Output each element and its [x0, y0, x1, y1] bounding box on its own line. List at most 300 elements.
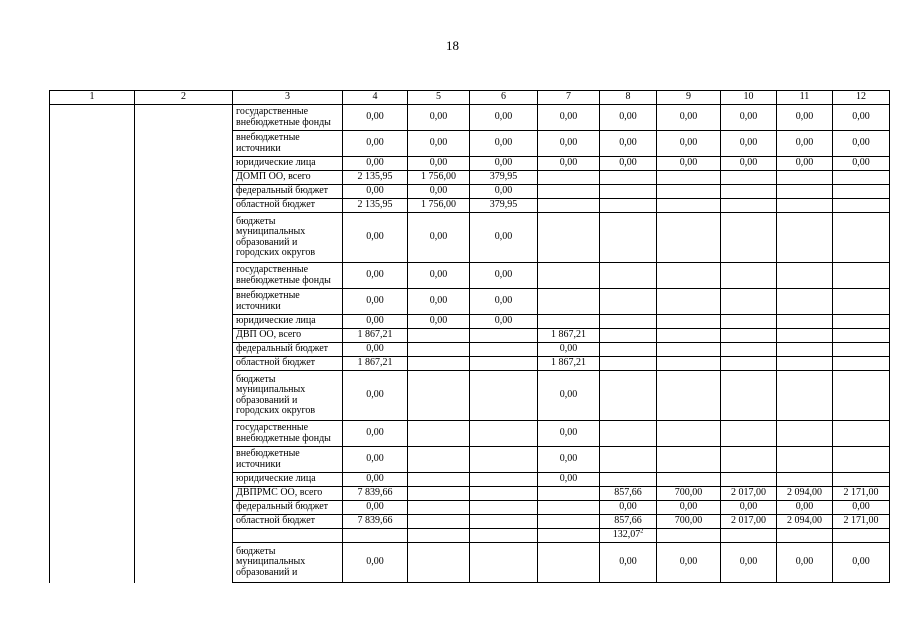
value-cell — [600, 157, 657, 171]
source-name-cell: федеральный бюджет — [233, 185, 343, 199]
value-cell — [721, 487, 777, 501]
cell-value: 0,00 — [366, 389, 384, 401]
value-cell — [600, 199, 657, 213]
value-cell — [470, 329, 538, 343]
value-cell — [538, 263, 600, 289]
value-cell — [657, 421, 721, 447]
value-cell — [538, 157, 600, 171]
value-cell — [657, 515, 721, 529]
value-cell — [343, 529, 408, 543]
value-cell — [833, 501, 890, 515]
value-cell — [721, 329, 777, 343]
value-cell — [777, 263, 833, 289]
value-cell — [657, 213, 721, 263]
source-name-cell: бюджеты муниципальных образований и городских округов — [233, 371, 343, 421]
value-cell — [721, 421, 777, 447]
value-cell — [408, 487, 470, 501]
cell-value: 2 135,95 — [357, 199, 393, 211]
column-header: 3 — [233, 91, 343, 105]
cell-value: 0,00 — [619, 556, 637, 568]
cell-value: 0,00 — [429, 315, 448, 327]
cell-value: 0,00 — [366, 231, 384, 243]
cell-value: 0,00 — [366, 473, 384, 485]
value-cell — [777, 421, 833, 447]
value-cell — [538, 329, 600, 343]
cell-value: 0,00 — [429, 269, 448, 281]
cell-value: 1 756,00 — [421, 199, 456, 211]
cell-value: 2 017,00 — [731, 515, 766, 527]
value-cell — [408, 447, 470, 473]
value-cell — [600, 131, 657, 157]
value-cell — [833, 357, 890, 371]
source-name-cell: ДВПРМС ОО, всего — [233, 487, 343, 501]
value-cell — [470, 473, 538, 487]
cell-value: 0,00 — [559, 473, 578, 485]
value-cell — [470, 371, 538, 421]
cell-value: 0,00 — [559, 111, 578, 123]
cell-value: 0,00 — [366, 295, 384, 307]
cell-value: 0,00 — [559, 389, 578, 401]
value-cell — [343, 357, 408, 371]
cell-value: 857,66 — [614, 515, 642, 527]
value-cell — [777, 529, 833, 543]
value-cell — [538, 371, 600, 421]
cell-value: 0,00 — [795, 157, 814, 169]
value-cell — [833, 213, 890, 263]
value-cell — [721, 515, 777, 529]
value-cell — [343, 213, 408, 263]
source-name-cell — [233, 529, 343, 543]
value-cell — [600, 357, 657, 371]
value-cell — [657, 289, 721, 315]
source-name-cell: юридические лица — [233, 315, 343, 329]
cell-value: 700,00 — [674, 515, 703, 527]
cell-value: 0,00 — [494, 315, 513, 327]
column-header: 12 — [833, 91, 890, 105]
cell-value: 1 867,21 — [357, 357, 393, 369]
cell-value: 0,00 — [679, 556, 698, 568]
value-cell — [657, 185, 721, 199]
value-cell — [470, 263, 538, 289]
value-cell — [538, 289, 600, 315]
value-cell — [470, 501, 538, 515]
value-cell — [470, 157, 538, 171]
value-cell — [343, 329, 408, 343]
cell-value: 0,00 — [494, 111, 513, 123]
value-cell — [600, 529, 657, 543]
value-cell — [408, 157, 470, 171]
value-cell — [408, 315, 470, 329]
value-cell — [721, 447, 777, 473]
source-name-cell: государственные внебюджетные фонды — [233, 263, 343, 289]
value-cell — [833, 171, 890, 185]
value-cell — [777, 447, 833, 473]
cell-value: 1 867,21 — [551, 357, 586, 369]
cell-value: 0,00 — [366, 343, 384, 355]
cell-value: 0,00 — [429, 137, 448, 149]
value-cell — [833, 543, 890, 583]
source-name-cell: внебюджетные источники — [233, 289, 343, 315]
value-cell — [343, 199, 408, 213]
value-cell — [470, 543, 538, 583]
value-cell — [343, 315, 408, 329]
value-cell — [657, 371, 721, 421]
value-cell — [657, 447, 721, 473]
value-cell — [721, 185, 777, 199]
column-2-cell — [135, 105, 233, 583]
cell-value: 379,95 — [489, 171, 518, 183]
value-cell — [408, 343, 470, 357]
cell-value: 0,00 — [679, 157, 698, 169]
value-cell — [470, 105, 538, 131]
column-header: 11 — [777, 91, 833, 105]
source-name-cell: бюджеты муниципальных образований и — [233, 543, 343, 583]
value-cell — [777, 131, 833, 157]
value-cell — [721, 199, 777, 213]
cell-value: 0,00 — [795, 137, 814, 149]
value-cell — [600, 543, 657, 583]
value-cell — [777, 543, 833, 583]
value-cell — [657, 105, 721, 131]
header-row — [50, 91, 890, 105]
value-cell — [833, 185, 890, 199]
cell-value: 0,00 — [366, 111, 384, 123]
value-cell — [538, 343, 600, 357]
value-cell — [721, 501, 777, 515]
value-cell — [657, 543, 721, 583]
value-cell — [833, 289, 890, 315]
value-cell — [721, 371, 777, 421]
value-cell — [600, 171, 657, 185]
value-cell — [408, 263, 470, 289]
cell-value: 0,00 — [366, 185, 384, 197]
value-cell — [600, 185, 657, 199]
value-cell — [538, 543, 600, 583]
value-cell — [600, 263, 657, 289]
value-cell — [470, 289, 538, 315]
page-number: 18 — [446, 38, 459, 53]
source-name-cell: юридические лица — [233, 473, 343, 487]
cell-value: 1 867,21 — [551, 329, 586, 341]
value-cell — [408, 185, 470, 199]
cell-value: 0,00 — [739, 556, 758, 568]
column-header: 1 — [50, 91, 135, 105]
value-cell — [721, 157, 777, 171]
value-cell — [600, 487, 657, 501]
value-cell — [600, 371, 657, 421]
value-cell — [343, 501, 408, 515]
value-cell — [777, 371, 833, 421]
cell-value: 0,00 — [852, 137, 870, 149]
value-cell — [408, 501, 470, 515]
value-cell — [777, 289, 833, 315]
cell-value: 0,00 — [795, 556, 814, 568]
cell-value: 0,00 — [559, 157, 578, 169]
cell-value: 0,00 — [494, 295, 513, 307]
value-cell — [408, 329, 470, 343]
cell-value: 0,00 — [739, 501, 758, 513]
value-cell — [833, 329, 890, 343]
value-cell — [833, 371, 890, 421]
value-cell — [777, 213, 833, 263]
value-cell — [538, 105, 600, 131]
value-cell — [343, 185, 408, 199]
source-name-cell: федеральный бюджет — [233, 343, 343, 357]
value-cell — [538, 529, 600, 543]
column-header: 5 — [408, 91, 470, 105]
value-cell — [777, 105, 833, 131]
cell-value: 0,00 — [366, 427, 384, 439]
cell-value: 0,00 — [429, 231, 448, 243]
value-cell — [343, 371, 408, 421]
source-name-cell: федеральный бюджет — [233, 501, 343, 515]
value-cell — [408, 199, 470, 213]
value-cell — [777, 171, 833, 185]
cell-value: 0,00 — [619, 111, 637, 123]
value-cell — [657, 473, 721, 487]
value-cell — [657, 171, 721, 185]
source-name-cell: областной бюджет — [233, 357, 343, 371]
cell-value: 0,00 — [679, 137, 698, 149]
value-cell — [721, 357, 777, 371]
value-cell — [833, 487, 890, 501]
cell-value: 0,00 — [852, 556, 870, 568]
value-cell — [833, 157, 890, 171]
column-header: 2 — [135, 91, 233, 105]
value-cell — [470, 131, 538, 157]
value-cell — [833, 263, 890, 289]
cell-value: 0,00 — [366, 501, 384, 513]
cell-value: 0,00 — [679, 501, 698, 513]
value-cell — [408, 105, 470, 131]
cell-value: 0,00 — [494, 269, 513, 281]
value-cell — [408, 529, 470, 543]
cell-value: 2 171,00 — [843, 515, 879, 527]
value-cell — [721, 171, 777, 185]
value-cell — [343, 157, 408, 171]
cell-value: 700,00 — [674, 487, 703, 499]
value-cell — [408, 371, 470, 421]
value-cell — [657, 357, 721, 371]
cell-value: 0,00 — [366, 556, 384, 568]
column-header: 6 — [470, 91, 538, 105]
value-cell — [777, 357, 833, 371]
value-cell — [408, 131, 470, 157]
cell-value: 7 839,66 — [357, 487, 393, 499]
value-cell — [600, 343, 657, 357]
value-cell — [343, 543, 408, 583]
value-cell — [343, 487, 408, 501]
column-header: 9 — [657, 91, 721, 105]
value-cell — [777, 157, 833, 171]
cell-value: 379,95 — [489, 199, 518, 211]
cell-value: 857,66 — [614, 487, 642, 499]
value-cell — [408, 473, 470, 487]
value-cell — [538, 199, 600, 213]
budget-table — [49, 90, 890, 583]
source-name-cell: внебюджетные источники — [233, 447, 343, 473]
cell-value: 0,00 — [429, 111, 448, 123]
value-cell — [721, 131, 777, 157]
source-name-cell: ДОМП ОО, всего — [233, 171, 343, 185]
source-name-cell: областной бюджет — [233, 515, 343, 529]
value-cell — [833, 447, 890, 473]
cell-value: 0,00 — [739, 111, 758, 123]
value-cell — [777, 515, 833, 529]
value-cell — [538, 473, 600, 487]
value-cell — [777, 199, 833, 213]
value-cell — [343, 131, 408, 157]
value-cell — [408, 213, 470, 263]
cell-value: 2 171,00 — [843, 487, 879, 499]
column-1-cell — [50, 105, 135, 583]
value-cell — [657, 329, 721, 343]
value-cell — [470, 515, 538, 529]
value-cell — [470, 487, 538, 501]
value-cell — [343, 447, 408, 473]
value-cell — [721, 529, 777, 543]
value-cell — [600, 473, 657, 487]
value-cell — [721, 315, 777, 329]
value-cell — [470, 447, 538, 473]
value-cell — [470, 529, 538, 543]
cell-value: 2 094,00 — [787, 515, 822, 527]
value-cell — [657, 131, 721, 157]
source-name-cell: областной бюджет — [233, 199, 343, 213]
value-cell — [343, 473, 408, 487]
source-name-cell: бюджеты муниципальных образований и городских округов — [233, 213, 343, 263]
column-header: 10 — [721, 91, 777, 105]
value-cell — [470, 185, 538, 199]
cell-value: 0,00 — [429, 295, 448, 307]
value-cell — [657, 157, 721, 171]
value-cell — [777, 487, 833, 501]
value-cell — [777, 343, 833, 357]
cell-value: 0,00 — [494, 157, 513, 169]
value-cell — [721, 213, 777, 263]
value-cell — [721, 543, 777, 583]
value-cell — [538, 487, 600, 501]
source-name-cell: внебюджетные источники — [233, 131, 343, 157]
cell-value: 0,00 — [559, 453, 578, 465]
value-cell — [657, 315, 721, 329]
source-name-cell: ДВП ОО, всего — [233, 329, 343, 343]
cell-value: 0,00 — [366, 157, 384, 169]
table-row — [50, 105, 890, 131]
value-cell — [657, 501, 721, 515]
cell-value: 0,00 — [559, 137, 578, 149]
value-cell — [600, 501, 657, 515]
cell-value: 0,00 — [739, 137, 758, 149]
source-name-cell: государственные внебюджетные фонды — [233, 421, 343, 447]
cell-value: 0,00 — [494, 231, 513, 243]
value-cell — [538, 185, 600, 199]
value-cell — [470, 213, 538, 263]
column-header: 8 — [600, 91, 657, 105]
value-cell — [657, 199, 721, 213]
value-cell — [538, 515, 600, 529]
value-cell — [538, 447, 600, 473]
cell-value: 0,00 — [366, 315, 384, 327]
value-cell — [343, 515, 408, 529]
value-cell — [657, 263, 721, 289]
value-cell — [833, 529, 890, 543]
cell-value: 1 867,21 — [357, 329, 393, 341]
value-cell — [343, 343, 408, 357]
value-cell — [408, 289, 470, 315]
cell-value: 0,00 — [366, 269, 384, 281]
value-cell — [833, 473, 890, 487]
value-cell — [538, 357, 600, 371]
value-cell — [657, 487, 721, 501]
value-cell — [538, 131, 600, 157]
value-cell — [538, 421, 600, 447]
cell-value: 0,00 — [366, 137, 384, 149]
value-cell — [833, 131, 890, 157]
value-cell — [408, 171, 470, 185]
value-cell — [600, 515, 657, 529]
cell-value: 2 017,00 — [731, 487, 766, 499]
cell-value: 0,00 — [429, 185, 448, 197]
value-cell — [721, 263, 777, 289]
cell-value: 0,00 — [619, 501, 637, 513]
value-cell — [777, 185, 833, 199]
value-cell — [470, 357, 538, 371]
cell-value: 0,00 — [494, 137, 513, 149]
value-cell — [600, 213, 657, 263]
value-cell — [470, 171, 538, 185]
value-cell — [833, 343, 890, 357]
value-cell — [408, 515, 470, 529]
source-name-cell: государственные внебюджетные фонды — [233, 105, 343, 131]
value-cell — [600, 421, 657, 447]
value-cell — [833, 515, 890, 529]
cell-value: 0,00 — [852, 111, 870, 123]
value-cell — [777, 315, 833, 329]
cell-value: 132,07 — [612, 529, 641, 541]
value-cell — [343, 105, 408, 131]
cell-value: 1 756,00 — [421, 171, 456, 183]
cell-value: 7 839,66 — [357, 515, 393, 527]
value-cell — [833, 315, 890, 329]
value-cell — [470, 343, 538, 357]
cell-value: 0,00 — [429, 157, 448, 169]
value-cell — [343, 289, 408, 315]
value-cell — [470, 199, 538, 213]
value-cell — [721, 105, 777, 131]
value-cell — [470, 315, 538, 329]
value-cell — [657, 529, 721, 543]
cell-value: 0,00 — [679, 111, 698, 123]
value-cell — [408, 421, 470, 447]
column-header: 4 — [343, 91, 408, 105]
value-cell — [600, 105, 657, 131]
value-cell — [833, 199, 890, 213]
value-cell — [777, 329, 833, 343]
value-cell — [777, 473, 833, 487]
value-cell — [343, 171, 408, 185]
cell-value: 0,00 — [852, 501, 870, 513]
cell-value: 0,00 — [795, 501, 814, 513]
cell-value: 0,00 — [852, 157, 870, 169]
value-cell — [721, 473, 777, 487]
value-cell — [600, 289, 657, 315]
value-cell — [538, 171, 600, 185]
value-cell — [721, 289, 777, 315]
cell-value: 0,00 — [559, 343, 578, 355]
cell-value: 0,00 — [795, 111, 814, 123]
cell-value: 2 135,95 — [357, 171, 393, 183]
